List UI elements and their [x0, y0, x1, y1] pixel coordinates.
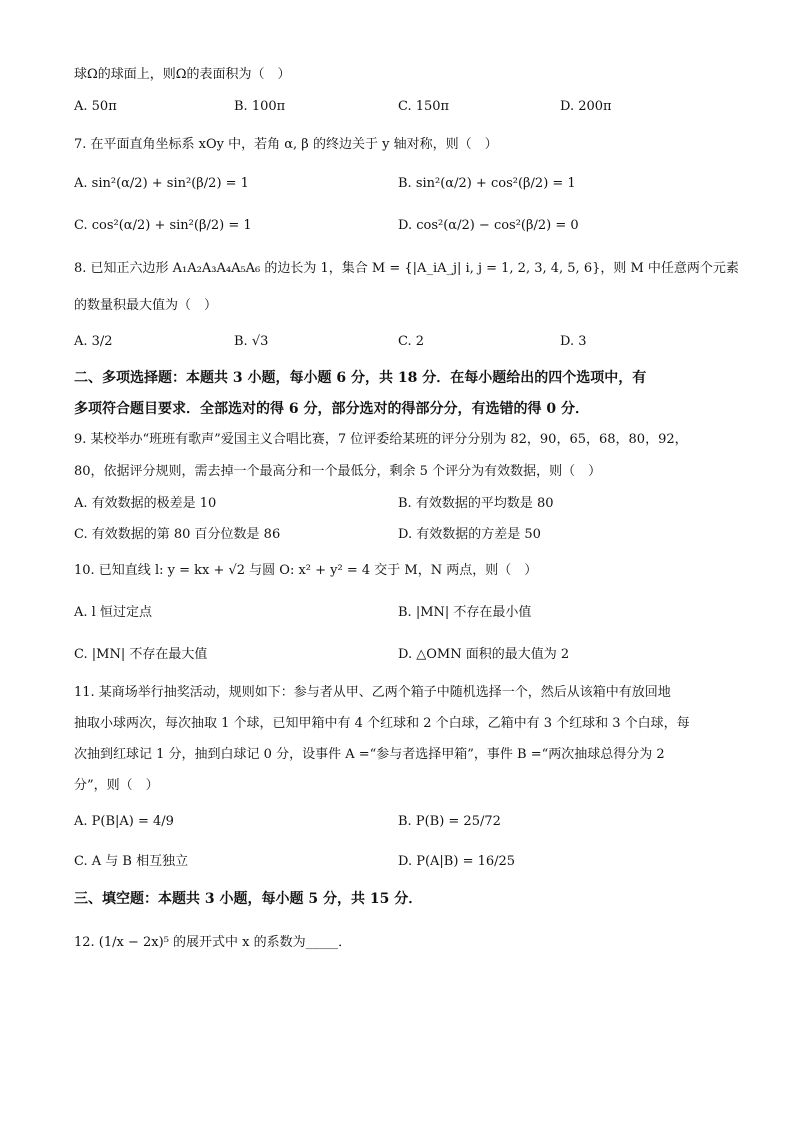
q9-option-c[interactable]: C. 有效数据的第 80 百分位数是 86	[74, 527, 281, 542]
q10-option-b[interactable]: B. |MN| 不存在最小值	[398, 605, 532, 620]
q10-option-a[interactable]: A. l 恒过定点	[74, 605, 152, 620]
q8-option-c[interactable]: C. 2	[398, 334, 425, 349]
q11-option-d[interactable]: D. P(A|B) = 16/25	[398, 854, 516, 869]
q7-option-d[interactable]: D. cos²(α/2) − cos²(β/2) = 0	[398, 218, 579, 233]
q11-option-b[interactable]: B. P(B) = 25/72	[398, 814, 501, 829]
q8-option-a[interactable]: A. 3/2	[74, 334, 113, 349]
q8-option-b[interactable]: B. √3	[234, 334, 269, 349]
q12-stem: 12. (1/x − 2x)⁵ 的展开式中 x 的系数为_____．	[74, 935, 352, 950]
q8-stem-line1: 8. 已知正六边形 A₁A₂A₃A₄A₅A₆ 的边长为 1，集合 M = {|A_iA_j| i, j = 1, 2, 3, 4, 5, 6}，则 M 中任意两个元素	[74, 261, 739, 276]
q11-stem-line2: 抽取小球两次，每次抽取 1 个球，已知甲箱中有 4 个红球和 2 个白球，乙箱中有 3 个红球和 3 个白球，每	[74, 716, 690, 731]
q7-stem: 7. 在平面直角坐标系 xOy 中，若角 α, β 的终边关于 y 轴对称，则（ ）	[74, 137, 498, 152]
q11-option-a[interactable]: A. P(B|A) = 4/9	[74, 814, 174, 829]
q7-option-c[interactable]: C. cos²(α/2) + sin²(β/2) = 1	[74, 218, 252, 233]
q6-option-c[interactable]: C. 150π	[398, 99, 450, 114]
q10-option-d[interactable]: D. △OMN 面积的最大值为 2	[398, 647, 570, 662]
q6-option-b[interactable]: B. 100π	[234, 99, 286, 114]
section2-heading-line2: 多项符合题目要求．全部选对的得 6 分，部分选对的得部分分，有选错的得 0 分．	[74, 401, 589, 417]
q8-stem-line2: 的数量积最大值为（ ）	[74, 298, 218, 313]
q11-option-c[interactable]: C. A 与 B 相互独立	[74, 854, 189, 869]
q11-stem-line3: 次抽到红球记 1 分，抽到白球记 0 分，设事件 A =“参与者选择甲箱”，事件 B =“两次抽球总得分为 2	[74, 747, 665, 762]
q6-stem-tail: 球Ω的球面上，则Ω的表面积为（ ）	[74, 67, 291, 82]
q7-option-b[interactable]: B. sin²(α/2) + cos²(β/2) = 1	[398, 176, 576, 191]
q9-option-d[interactable]: D. 有效数据的方差是 50	[398, 527, 541, 542]
q11-stem-line1: 11. 某商场举行抽奖活动，规则如下：参与者从甲、乙两个箱子中随机选择一个，然后从该箱中有放回地	[74, 685, 671, 700]
q8-option-d[interactable]: D. 3	[560, 334, 587, 349]
q9-option-a[interactable]: A. 有效数据的极差是 10	[74, 496, 217, 511]
q6-option-a[interactable]: A. 50π	[74, 99, 117, 114]
q10-option-c[interactable]: C. |MN| 不存在最大值	[74, 647, 208, 662]
q9-stem-line1: 9. 某校举办“班班有歌声”爱国主义合唱比赛，7 位评委给某班的评分分别为 82，90，65，68，80，92，	[74, 432, 688, 447]
q9-option-b[interactable]: B. 有效数据的平均数是 80	[398, 496, 554, 511]
q10-stem: 10. 已知直线 l: y = kx + √2 与圆 O: x² + y² = 4 交于 M，N 两点，则（ ）	[74, 563, 538, 578]
section3-heading: 三、填空题：本题共 3 小题，每小题 5 分，共 15 分．	[74, 891, 423, 907]
q11-stem-line4: 分”，则（ ）	[74, 778, 159, 793]
q7-option-a[interactable]: A. sin²(α/2) + sin²(β/2) = 1	[74, 176, 249, 191]
q6-option-d[interactable]: D. 200π	[560, 99, 612, 114]
section2-heading-line1: 二、多项选择题：本题共 3 小题，每小题 6 分，共 18 分．在每小题给出的四个选项中，有	[74, 370, 647, 386]
q9-stem-line2: 80，依据评分规则，需去掉一个最高分和一个最低分，剩余 5 个评分为有效数据，则（ ）	[74, 464, 602, 479]
